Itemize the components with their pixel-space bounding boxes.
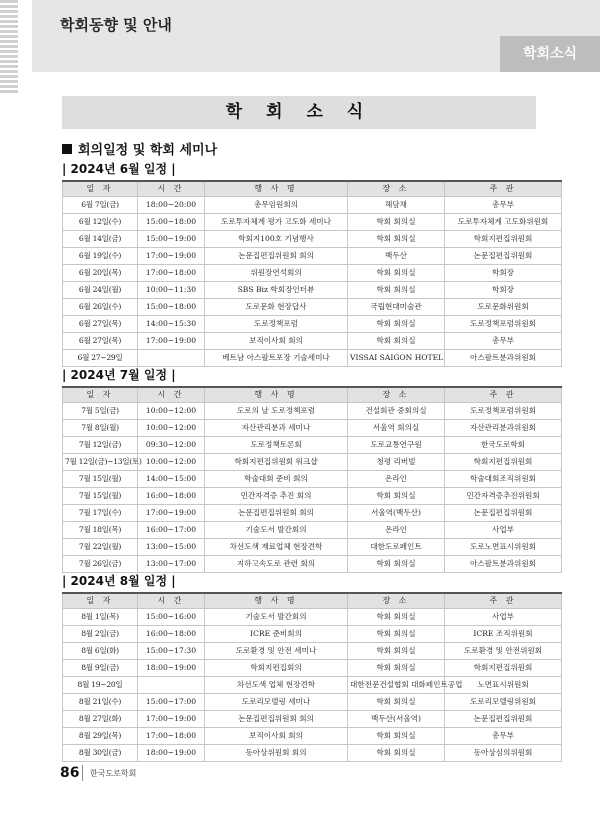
- table-row: [63, 282, 562, 299]
- cell-time: 15:00~17:00: [138, 694, 205, 711]
- cell-time: 14:00~15:00: [138, 471, 205, 488]
- cell-time: 10:00~12:00: [138, 403, 205, 420]
- cell-host: 총무부: [445, 333, 562, 350]
- cell-host: 학회장: [445, 265, 562, 282]
- cell-venue: 학회 회의실: [348, 745, 445, 762]
- cell-host: 아스팔트분과위원회: [445, 350, 562, 367]
- cell-venue: 온라인: [348, 522, 445, 539]
- cell-time: 18:00~19:00: [138, 745, 205, 762]
- table-row: [63, 316, 562, 333]
- cell-event: 논문집편집위원회 회의: [205, 248, 348, 265]
- cell-date: 7월 17일(수): [63, 505, 138, 522]
- col-host: 주 관: [445, 593, 562, 609]
- cell-event: 기술도서 발간회의: [205, 609, 348, 626]
- cell-host: 도로노면표시위원회: [445, 539, 562, 556]
- cell-host: 학회장: [445, 282, 562, 299]
- cell-venue: 학회 회의실: [348, 643, 445, 660]
- cell-time: 17:00~19:00: [138, 505, 205, 522]
- cell-date: 8월 30일(금): [63, 745, 138, 762]
- cell-event: 지하고속도로 관련 회의: [205, 556, 348, 573]
- cell-host: 학회지편집위원회: [445, 454, 562, 471]
- cell-time: 15:00~18:00: [138, 299, 205, 316]
- cell-date: 7월 12일(금)~13일(토): [63, 454, 138, 471]
- cell-host: ICRE 조직위원회: [445, 626, 562, 643]
- cell-date: 8월 29일(목): [63, 728, 138, 745]
- table-row: [63, 197, 562, 214]
- cell-event: 도로투자체계 평가 고도화 세미나: [205, 214, 348, 231]
- cell-venue: 학회 회의실: [348, 728, 445, 745]
- cell-event: 총무임원회의: [205, 197, 348, 214]
- cell-date: 8월 9일(금): [63, 660, 138, 677]
- section-heading: [62, 139, 217, 158]
- cell-date: 7월 12일(금): [63, 437, 138, 454]
- month-heading-june: | 2024년 6월 일정 |: [62, 162, 176, 176]
- cell-date: 6월 20일(목): [63, 265, 138, 282]
- cell-venue: 학회 회의실: [348, 231, 445, 248]
- cell-host: 도로리모델링위원회: [445, 694, 562, 711]
- col-time: 시 간: [138, 181, 205, 197]
- col-host: 주 관: [445, 181, 562, 197]
- col-time: 시 간: [138, 387, 205, 403]
- table-row: [63, 471, 562, 488]
- cell-host: 자산관리분과위원회: [445, 420, 562, 437]
- cell-time: 09:30~12:00: [138, 437, 205, 454]
- cell-event: 보직이사회 회의: [205, 728, 348, 745]
- cell-venue: 국립현대미술관: [348, 299, 445, 316]
- cell-venue: 학회 회의실: [348, 609, 445, 626]
- cell-venue: 백두산: [348, 248, 445, 265]
- table-row: [63, 420, 562, 437]
- cell-date: 7월 15일(월): [63, 471, 138, 488]
- cell-host: 도로문화위원회: [445, 299, 562, 316]
- cell-venue: 해담채: [348, 197, 445, 214]
- cell-event: SBS Biz 학회장인터뷰: [205, 282, 348, 299]
- table-row: [63, 643, 562, 660]
- cell-event: 논문집편집위원회 회의: [205, 711, 348, 728]
- cell-event: 보직이사회 회의: [205, 333, 348, 350]
- cell-time: 10:00~12:00: [138, 454, 205, 471]
- col-venue: 장 소: [348, 181, 445, 197]
- cell-time: 13:00~15:00: [138, 539, 205, 556]
- col-venue: 장 소: [348, 387, 445, 403]
- cell-host: 민간자격증추진위원회: [445, 488, 562, 505]
- col-event: 행 사 명: [205, 593, 348, 609]
- cell-venue: 학회 회의실: [348, 556, 445, 573]
- cell-time: 18:00~20:00: [138, 197, 205, 214]
- table-row: [63, 539, 562, 556]
- cell-date: 6월 27~29일: [63, 350, 138, 367]
- table-row: [63, 231, 562, 248]
- header-title: 학회동향 및 안내: [60, 16, 172, 34]
- cell-event: 도로의 날 도로정책포럼: [205, 403, 348, 420]
- cell-venue: 서울역(백두산): [348, 505, 445, 522]
- cell-time: 17:00~19:00: [138, 248, 205, 265]
- page-number: 86: [60, 765, 80, 781]
- cell-host: 한국도로학회: [445, 437, 562, 454]
- footer-divider: [82, 765, 83, 781]
- cell-event: 민간자격증 추진 회의: [205, 488, 348, 505]
- cell-time: 16:00~18:00: [138, 626, 205, 643]
- section-title: 회의일정 및 학회 세미나: [78, 143, 218, 158]
- cell-host: 논문집편집위원회: [445, 711, 562, 728]
- cell-host: 도로환경 및 안전위원회: [445, 643, 562, 660]
- cell-host: 도로정책포럼위원회: [445, 316, 562, 333]
- cell-time: 15:00~17:30: [138, 643, 205, 660]
- cell-host: 사업부: [445, 522, 562, 539]
- cell-venue: 대한전문건설협회 대화페인트공업: [348, 677, 445, 694]
- cell-venue: 학회 회의실: [348, 626, 445, 643]
- cell-venue: 학회 회의실: [348, 265, 445, 282]
- col-host: 주 관: [445, 387, 562, 403]
- cell-date: 8월 2일(금): [63, 626, 138, 643]
- header-section-tab: 학회소식: [500, 36, 600, 72]
- cell-date: 6월 14일(금): [63, 231, 138, 248]
- cell-time: 10:00~12:00: [138, 420, 205, 437]
- cell-venue: 학회 회의실: [348, 316, 445, 333]
- table-row: [63, 248, 562, 265]
- cell-time: 18:00~19:00: [138, 660, 205, 677]
- cell-host: 학회지편집위원회: [445, 660, 562, 677]
- cell-date: 7월 22일(월): [63, 539, 138, 556]
- cell-date: 6월 7일(금): [63, 197, 138, 214]
- cell-venue: 학회 회의실: [348, 694, 445, 711]
- cell-date: 7월 5일(금): [63, 403, 138, 420]
- table-row: [63, 660, 562, 677]
- cell-event: 학회지편집위원회 워크샵: [205, 454, 348, 471]
- table-row: [63, 265, 562, 282]
- cell-date: 6월 26일(수): [63, 299, 138, 316]
- cell-date: 8월 27일(화): [63, 711, 138, 728]
- table-row: [63, 609, 562, 626]
- cell-host: 학술대회조직위원회: [445, 471, 562, 488]
- cell-date: 6월 27일(목): [63, 316, 138, 333]
- cell-date: 6월 27일(목): [63, 333, 138, 350]
- month-heading-august: | 2024년 8월 일정 |: [62, 574, 176, 588]
- cell-venue: 건설회관 중회의실: [348, 403, 445, 420]
- table-row: [63, 214, 562, 231]
- cell-venue: 학회 회의실: [348, 333, 445, 350]
- cell-time: [138, 350, 205, 367]
- cell-event: 학회지100호 기념행사: [205, 231, 348, 248]
- table-row: [63, 333, 562, 350]
- cell-time: 15:00~19:00: [138, 231, 205, 248]
- cell-date: 8월 6일(화): [63, 643, 138, 660]
- cell-event: 도로리모델링 세미나: [205, 694, 348, 711]
- cell-venue: 서울역 회의실: [348, 420, 445, 437]
- cell-host: 학회지편집위원회: [445, 231, 562, 248]
- col-time: 시 간: [138, 593, 205, 609]
- cell-venue: 도로교통연구원: [348, 437, 445, 454]
- table-row: [63, 728, 562, 745]
- col-event: 행 사 명: [205, 387, 348, 403]
- schedule-table-july: [62, 386, 562, 573]
- cell-event: 도로문화 현장답사: [205, 299, 348, 316]
- cell-venue: 학회 회의실: [348, 660, 445, 677]
- cell-host: 동아상심의위원회: [445, 745, 562, 762]
- cell-host: 도로정책포럼위원회: [445, 403, 562, 420]
- cell-time: 16:00~17:00: [138, 522, 205, 539]
- cell-host: 총무부: [445, 728, 562, 745]
- cell-venue: 학회 회의실: [348, 488, 445, 505]
- cell-date: 6월 19일(수): [63, 248, 138, 265]
- cell-time: 15:00~18:00: [138, 214, 205, 231]
- col-date: 일 자: [63, 593, 138, 609]
- cell-time: 17:00~19:00: [138, 333, 205, 350]
- cell-event: 위원장연석회의: [205, 265, 348, 282]
- col-date: 일 자: [63, 387, 138, 403]
- page-title: 학 회 소 식: [62, 96, 536, 129]
- cell-host: 아스팔트분과위원회: [445, 556, 562, 573]
- cell-venue: 백두산(서울역): [348, 711, 445, 728]
- cell-host: 총무부: [445, 197, 562, 214]
- cell-venue: VISSAI SAIGON HOTEL: [348, 350, 445, 367]
- cell-event: 차선도색 재료업체 현장견학: [205, 539, 348, 556]
- cell-event: 도로정책토론회: [205, 437, 348, 454]
- cell-event: 학회지편집회의: [205, 660, 348, 677]
- cell-time: 17:00~18:00: [138, 265, 205, 282]
- cell-venue: 청평 리버빌: [348, 454, 445, 471]
- cell-event: 차선도색 업체 현장견학: [205, 677, 348, 694]
- cell-date: 7월 26일(금): [63, 556, 138, 573]
- publication-name: 한국도로학회: [90, 769, 137, 778]
- table-row: [63, 299, 562, 316]
- cell-venue: 온라인: [348, 471, 445, 488]
- cell-event: 자산관리분과 세미나: [205, 420, 348, 437]
- cell-host: 논문집편집위원회: [445, 248, 562, 265]
- cell-date: 7월 15일(월): [63, 488, 138, 505]
- table-row: [63, 403, 562, 420]
- cell-event: 베트남 아스팔트포장 기술세미나: [205, 350, 348, 367]
- cell-host: 사업부: [445, 609, 562, 626]
- table-row: [63, 522, 562, 539]
- cell-date: 6월 24일(월): [63, 282, 138, 299]
- table-row: [63, 711, 562, 728]
- cell-time: 16:00~18:00: [138, 488, 205, 505]
- cell-time: 14:00~15:30: [138, 316, 205, 333]
- month-heading-july: | 2024년 7월 일정 |: [62, 368, 176, 382]
- cell-event: 학술대회 준비 회의: [205, 471, 348, 488]
- table-row: [63, 437, 562, 454]
- cell-date: 6월 12일(수): [63, 214, 138, 231]
- cell-time: 13:00~17:00: [138, 556, 205, 573]
- cell-venue: 학회 회의실: [348, 214, 445, 231]
- table-header-row: [63, 593, 562, 609]
- cell-event: 동아상위원회 회의: [205, 745, 348, 762]
- cell-host: 노면표시위원회: [445, 677, 562, 694]
- square-bullet-icon: [62, 144, 72, 154]
- cell-host: 논문집편집위원회: [445, 505, 562, 522]
- table-row: [63, 694, 562, 711]
- cell-time: 10:00~11:30: [138, 282, 205, 299]
- cell-event: ICRE 준비회의: [205, 626, 348, 643]
- table-row: [63, 488, 562, 505]
- table-row: [63, 745, 562, 762]
- cell-venue: 학회 회의실: [348, 282, 445, 299]
- cell-time: 17:00~18:00: [138, 728, 205, 745]
- cell-date: 7월 18일(목): [63, 522, 138, 539]
- table-row: [63, 505, 562, 522]
- cell-event: 도로환경 및 안전 세미나: [205, 643, 348, 660]
- cell-time: 17:00~19:00: [138, 711, 205, 728]
- cell-host: 도로투자체계 고도화위원회: [445, 214, 562, 231]
- cell-date: 7월 8일(월): [63, 420, 138, 437]
- table-row: [63, 454, 562, 471]
- table-row: [63, 626, 562, 643]
- schedule-table-june: [62, 180, 562, 367]
- cell-time: 15:00~16:00: [138, 609, 205, 626]
- cell-event: 도로정책포럼: [205, 316, 348, 333]
- table-row: [63, 556, 562, 573]
- cell-venue: 대한도로페인트: [348, 539, 445, 556]
- table-header-row: [63, 387, 562, 403]
- cell-event: 논문집편집위원회 회의: [205, 505, 348, 522]
- table-row: [63, 677, 562, 694]
- decorative-stripes: [0, 0, 18, 95]
- schedule-table-august: [62, 592, 562, 762]
- table-header-row: [63, 181, 562, 197]
- col-date: 일 자: [63, 181, 138, 197]
- cell-date: 8월 21일(수): [63, 694, 138, 711]
- cell-time: [138, 677, 205, 694]
- col-venue: 장 소: [348, 593, 445, 609]
- cell-date: 8월 1일(목): [63, 609, 138, 626]
- col-event: 행 사 명: [205, 181, 348, 197]
- table-row: [63, 350, 562, 367]
- cell-event: 기술도서 발간회의: [205, 522, 348, 539]
- cell-date: 8월 19~20일: [63, 677, 138, 694]
